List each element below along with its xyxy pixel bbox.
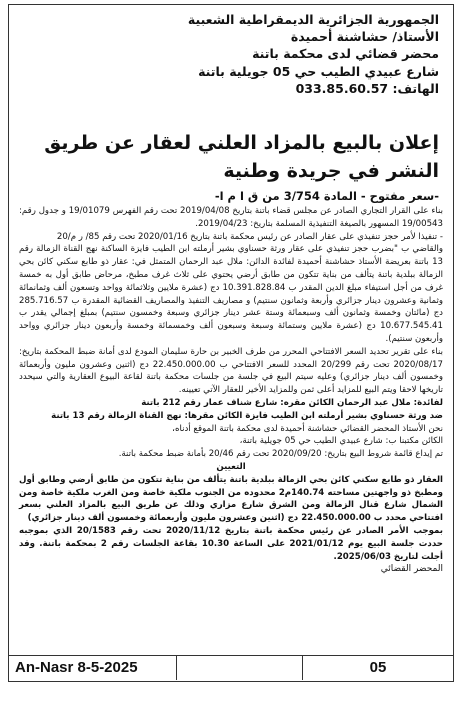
court-line: محضر قضائي لدى محكمة باتنة: [252, 46, 439, 62]
paragraph: بناء على القرار التجاري الصادر عن مجلس قضاء باتنة بتاريخ 2019/04/08 تحت رقم الفهرس 19/01079 و جدول رقم: 19/00543 المسهور بالصيغة التنفيذية المسلمة بتاريخ: 2019/04/23.: [19, 206, 444, 229]
page-number: 05: [302, 656, 453, 680]
bailiff-name: الأستاذ/ حشاشنة أحميدة: [290, 29, 439, 45]
announcement-subtitle: -سعر مفتوح - المادة 3/754 من ق ا م ا-: [214, 189, 439, 203]
party-line: لفائدة: ملال عبد الرحمان الكائن مقره: شارع شناف عمار رقم 212 باتنة: [141, 397, 443, 408]
newspaper-date: An-Nasr 8-5-2025: [9, 656, 177, 680]
address-line: شارع عبيدي الطيب حي 05 جويلية باتنة: [198, 63, 439, 79]
closing-text: بموجب الأمر الصادر عن رئيس محكمة باتنة بتاريخ 2020/11/12 تحت رقم 20/1583 الذي بموجبه حددت جلسة البيع يوم 2021/01/12 على الساعة 10.30 بقاعة الجلسات رقم 2 بمحكمة باتنة. وقد أجلت لتاريخ 2025/06/03.: [19, 525, 443, 562]
paragraph: بناء على تقرير تحديد السعر الافتتاحي المحرر من طرف الخبير بن حارة سليمان المودع لدى أمانة ضبط المحكمة بتاريخ: 2020/08/17 تحت رقم 20/299 المحدد للسعر الافتتاحي ب 22.450.000.00 دج (اثنين وعشرون مليون وأربعمائة وخمسون ألف دينار جزائري) وعليه سيتم البيع في جلسة من جلسات محكمة باتنة لقاعة البيوع العقارية والتي سيحدد تاريخها لاحقا ويتم البيع للمزايد أعلى ثمن وللمزايد الأخير للعقار الآتي تعيينه.: [19, 346, 443, 396]
party-line: تم إيداع قائمة شروط البيع بتاريخ: 2020/09/20 تحت رقم 20/46 بأمانة ضبط محكمة باتنة.: [118, 449, 443, 460]
party-line: الكائن مكتبنا ب: شارع عبيدي الطيب حي 05 جويلية باتنة،: [239, 436, 443, 447]
phone-line: الهاتف: 033.85.60.57: [295, 80, 439, 96]
paragraph: - تنفيذا لأمر حجز تنفيذي على عقار الصادر عن رئيس محكمة باتنة بتاريخ 2020/01/16 تحت رقم 85/ ر م/20: [56, 231, 443, 242]
party-line: نحن الأستاذ المحضر القضائي حشاشنة أحميدة لدى محكمة باتنة الموقع أدناه،: [172, 423, 443, 434]
bailiff-header: [139, 11, 439, 97]
designation-text: العقار ذو طابع سكني كائن بحي الزمالة ببلدية باتنة يتألف من بناية تتكون من طابق أرضي وطابق أول ومطبخ ذو واجهتين مساحته 140.74م2 محدوده من الجنوب ملكية خاصة ومن الغرب ملكية خاصة ومن الشمال شارع قنال الزمالة ومن الشرق شارع مزاري وذلك عن طريق البيع بالمزاد العلني بسعر افتتاحي محدد ب 22.450.000.00 دج (اثنين وعشرون مليون وأربعمائة وخمسون ألف دينار جزائري): [19, 474, 443, 524]
announcement-title: إعلان بالبيع بالمزاد العلني لعقار عن طريق النشر في جريدة وطنية: [44, 132, 439, 182]
signature: المحضر القضائي: [380, 564, 443, 575]
phone-label: الهاتف: [397, 80, 439, 96]
republic-line: الجمهورية الجزائرية الديمقراطية الشعبية: [187, 12, 439, 27]
phone-value: 033.85.60.57: [295, 80, 389, 96]
page-footer: [8, 656, 454, 682]
announcement-box: [8, 4, 454, 656]
announcement-body: [19, 205, 443, 576]
paragraph: والقاضي ب "بضرب حجز تنفيذي على عقار ورثة حسناوي بشير أرملته ابن الطيب فايزة الساكنة نهج القناة الزمالة رقم 13 باتنة بعريضة الأستاذ حشاشنة أحميدة لفائدة الدائن: ملال عبد الرحمان المتمثل في: عقار ذو طابع سكني كائن بحي الزمالة ببلدية باتنة يتألف من بناية تتكون من طابق أرضي يحتوي على ثلاث غرف مطبخ، مرحاض طابق أول به خمسة غرف من أجل استيفاء مبلغ الدين المقدر ب 10.391.828.84 دج (عشرة ملايين وثلاثمائة وواحد وتسعون ألف وثمانمائة وثمانية وعشرون دينار جزائري وأربعة وثمانون سنتيم) و مصاريف التنفيذ والمصاريف القضائية المقدرة ب 285.716.57 دج (مائتان وخمسة وثمانون ألف وسبعمائة وستة عشر دينار جزائري وسبعة وخمسون سنتيم) بمبلغ إجمالي يقدر ب 10.677.545.41 دج (عشرة ملايين وستمائة وسبعة وسبعون ألف وخمسمائة وخمسة وأربعون دينار جزائري وواحد وأربعون سنتيم).: [19, 244, 443, 344]
section-title: التعيين: [216, 461, 246, 472]
party-line: ضد ورثة حسناوي بشير أرملته ابن الطيب فايزة الكائن مقرها: نهج القناة الزمالة رقم 13 باتنة: [51, 410, 443, 421]
